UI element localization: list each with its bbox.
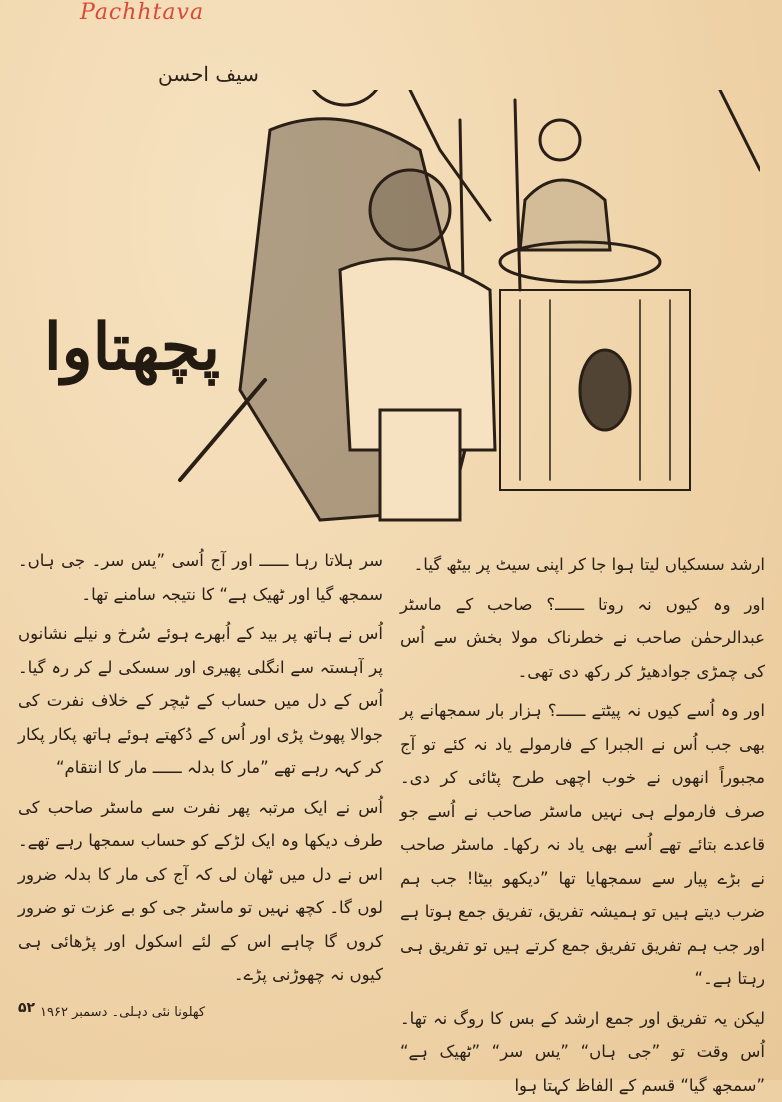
footer-publication bbox=[40, 1005, 205, 1020]
paragraph: اور وہ اُسے کیوں نہ پیٹتے ــــــ؟ ہزار بار سمجھانے پر بھی جب اُس نے الجبرا کے فارمولے یاد نہ کئے تو آج مجبوراً انھوں نے خوب اچھی طرح پٹائی کر دی۔ صرف فارمولے ہی نہیں ماسٹر صاحب نے اُسے جو قاعدے بتائے تھے اُسے بھی یاد نہ رکھا۔ ماسٹر صاحب نے بڑے پیار سے سمجھایا تھا ”دیکھو بیٹا! جب ہم ضرب دیتے ہیں تو ہمیشہ تفریق، تفریق جمع ہوتا ہے اور جب ہم تفریق تفریق جمع کرتے ہیں تو تفریق ہی رہتا ہے۔“ bbox=[400, 694, 765, 996]
paragraph: اُس نے ایک مرتبہ پھر نفرت سے ماسٹر صاحب کی طرف دیکھا وہ ایک لڑکے کو حساب سمجھا رہے تھے۔ اس نے دل میں ٹھان لی کہ آج کی مار کا بدلہ ضرور لوں گا۔ کچھ نہیں تو ماسٹر جی کو بے عزت تو ضرور کروں گا چاہے اس کے لئے اسکول اور پڑھائی ہی کیوں نہ چھوڑنی پڑے۔ bbox=[18, 791, 383, 992]
page-number: ۵۲ bbox=[18, 1000, 35, 1016]
paragraph: اور وہ کیوں نہ روتا ــــــ؟ صاحب کے ماسٹر عبدالرحمٰن صاحب نے خطرناک مولا بخش سے اُس کی چمڑی جوادھیڑ کر رکھ دی تھی۔ bbox=[400, 588, 765, 689]
paragraph: لیکن یہ تفریق اور جمع ارشد کے بس کا روگ نہ تھا۔ اُس وقت تو ”جی ہاں“ ”یس سر“ ”ٹھیک ہے“ ”سمجھ گیا“ قسم کے الفاظ کہتا ہوا bbox=[400, 1002, 765, 1102]
paragraph: سر ہلاتا رہا ــــــ اور آج اُسی ”یس سر۔ جی ہاں۔ سمجھ گیا اور ٹھیک ہے“ کا نتیجہ سامنے تھا۔ bbox=[18, 544, 383, 611]
author-name: سیف احسن bbox=[158, 62, 259, 86]
right-text-column bbox=[400, 548, 765, 1102]
left-text-column bbox=[18, 544, 383, 992]
paragraph: ارشد سسکیاں لیتا ہوا جا کر اپنی سیٹ پر بیٹھ گیا۔ bbox=[400, 548, 765, 582]
paragraph: اُس نے ہاتھ پر بید کے اُبھرے ہوئے سُرخ و نیلے نشانوں پر آہستہ سے انگلی پھیری اور سسکی لے کر رہ گیا۔ اُس کے دل میں حساب کے ٹیچر کے خلاف نفرت کی جوالا پھوٹ پڑی اور اُس کے دُکھتے ہوئے ہاتھ پکار پکار کر کہہ رہے تھے ”مار کا بدلہ ــــــ مار کا انتقام“ bbox=[18, 617, 383, 785]
publication-info: کھلونا نئی دہلی۔ دسمبر ۱۹۶۲ bbox=[40, 1005, 205, 1020]
story-title: پچھتاوا bbox=[30, 310, 220, 385]
handwritten-title: Pachhtava bbox=[80, 0, 204, 25]
